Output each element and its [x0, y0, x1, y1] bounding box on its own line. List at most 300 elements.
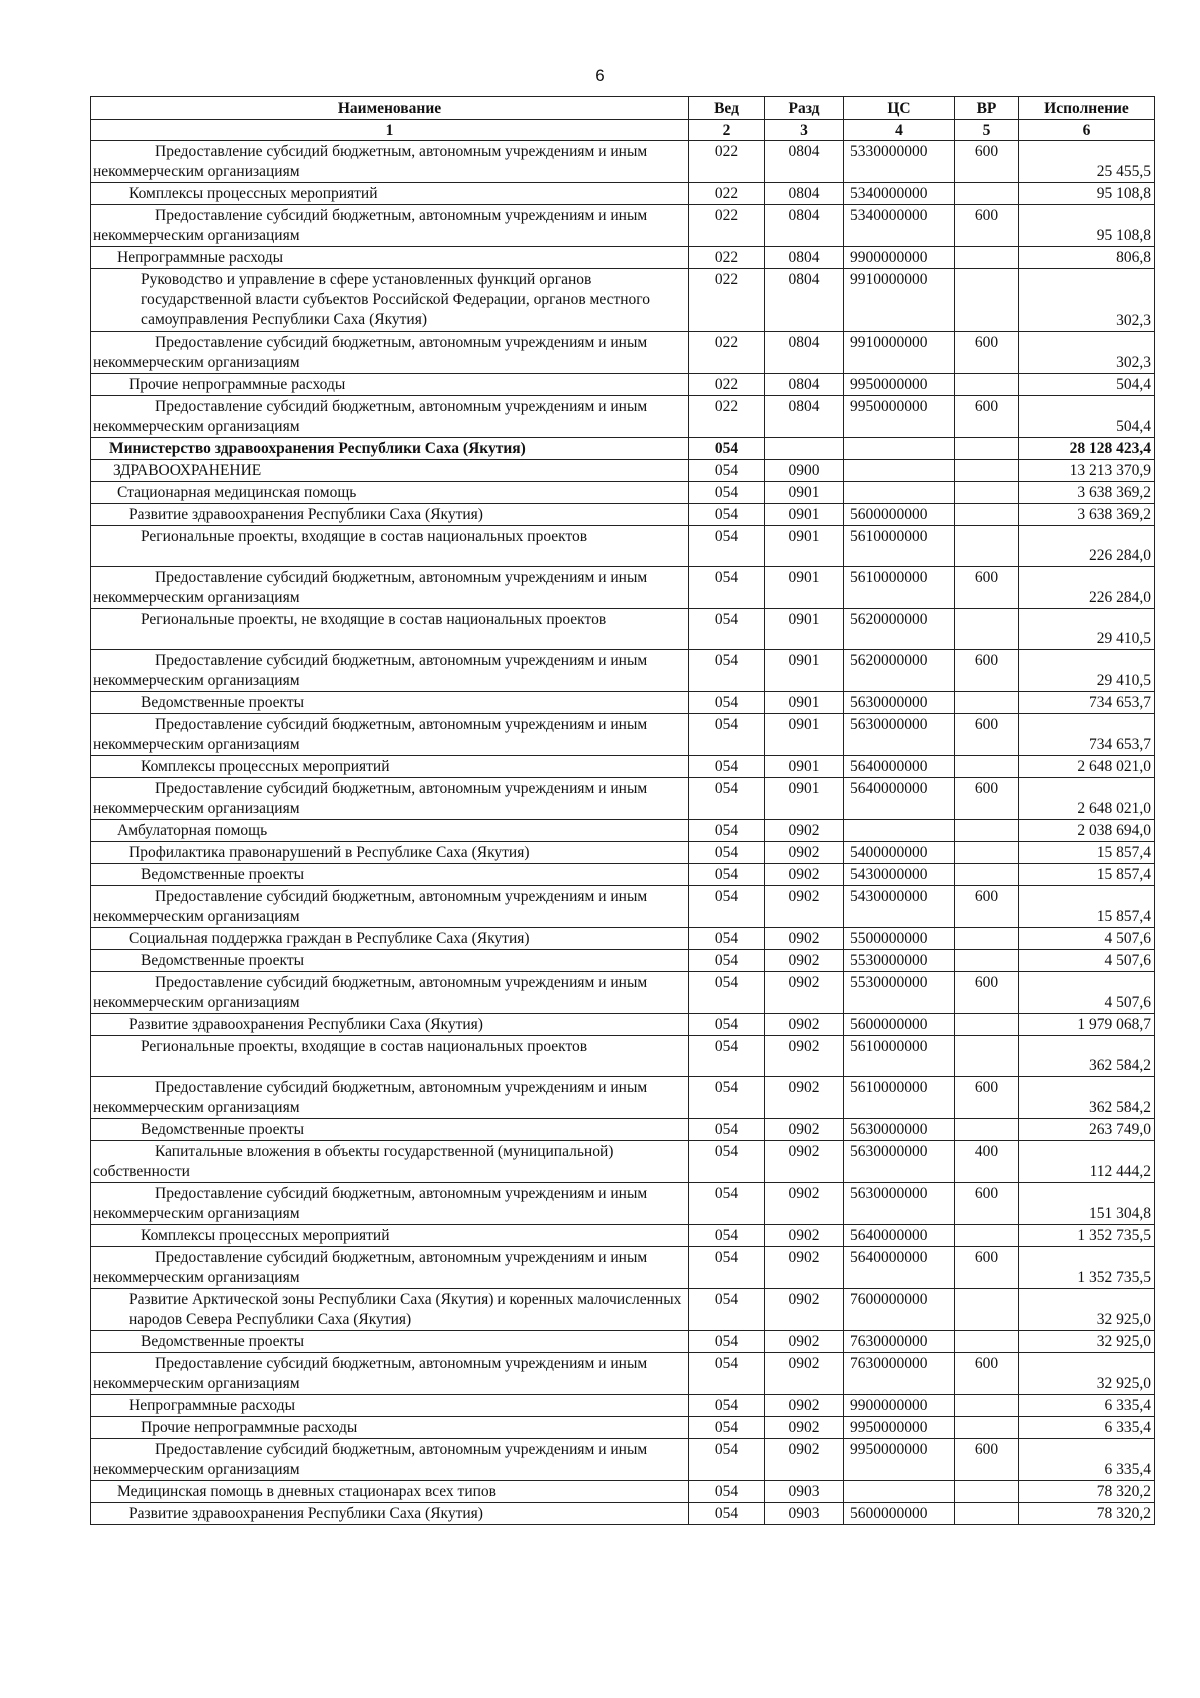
- cell-vr: 600: [955, 1439, 1019, 1481]
- cell-isp: 1 352 735,5: [1019, 1247, 1155, 1289]
- cell-vr: [955, 526, 1019, 567]
- cell-name: Непрограммные расходы: [91, 1395, 689, 1417]
- header-name: Наименование: [91, 97, 689, 120]
- cell-razd: 0901: [765, 526, 844, 567]
- cell-vr: [955, 504, 1019, 526]
- cell-cs: 5600000000: [844, 1014, 955, 1036]
- cell-ved: 022: [689, 396, 765, 438]
- cell-ved: 054: [689, 504, 765, 526]
- cell-name: Предоставление субсидий бюджетным, автономным учреждениям и иным некоммерческим организациям: [91, 567, 689, 609]
- cell-name: Предоставление субсидий бюджетным, автономным учреждениям и иным некоммерческим организациям: [91, 778, 689, 820]
- cell-ved: 022: [689, 183, 765, 205]
- cell-razd: 0901: [765, 482, 844, 504]
- cell-ved: 054: [689, 567, 765, 609]
- cell-isp: 13 213 370,9: [1019, 460, 1155, 482]
- cell-razd: 0903: [765, 1503, 844, 1525]
- table-row: [91, 692, 1155, 714]
- cell-isp: 78 320,2: [1019, 1503, 1155, 1525]
- cell-razd: 0804: [765, 183, 844, 205]
- cell-razd: 0804: [765, 374, 844, 396]
- cell-cs: 9950000000: [844, 1417, 955, 1439]
- table-row: [91, 1225, 1155, 1247]
- cell-razd: 0903: [765, 1481, 844, 1503]
- cell-vr: [955, 438, 1019, 460]
- cell-razd: 0900: [765, 460, 844, 482]
- cell-name: Региональные проекты, входящие в состав национальных проектов: [91, 1036, 689, 1077]
- cell-cs: 5640000000: [844, 756, 955, 778]
- cell-razd: 0804: [765, 269, 844, 332]
- cell-vr: [955, 482, 1019, 504]
- table-row: [91, 526, 1155, 567]
- cell-name: Предоставление субсидий бюджетным, автономным учреждениям и иным некоммерческим организациям: [91, 205, 689, 247]
- header-row: [91, 97, 1155, 120]
- cell-razd: 0902: [765, 1395, 844, 1417]
- table-row: [91, 482, 1155, 504]
- cell-ved: 054: [689, 886, 765, 928]
- cell-ved: 054: [689, 1289, 765, 1331]
- cell-cs: [844, 820, 955, 842]
- cell-razd: 0902: [765, 1225, 844, 1247]
- table-row: [91, 1014, 1155, 1036]
- cell-isp: 302,3: [1019, 332, 1155, 374]
- cell-ved: 054: [689, 1417, 765, 1439]
- table-row: [91, 1141, 1155, 1183]
- cell-ved: 054: [689, 609, 765, 650]
- cell-name: Руководство и управление в сфере установленных функций органов государственной власти субъектов Российской Федерации, органов местного самоуправления Республики Саха (Якутия): [91, 269, 689, 332]
- cell-name: Прочие непрограммные расходы: [91, 1417, 689, 1439]
- cell-cs: 5400000000: [844, 842, 955, 864]
- cell-ved: 054: [689, 526, 765, 567]
- cell-ved: 054: [689, 438, 765, 460]
- cell-razd: 0902: [765, 1353, 844, 1395]
- cell-razd: 0901: [765, 609, 844, 650]
- cell-isp: 95 108,8: [1019, 205, 1155, 247]
- cell-vr: [955, 460, 1019, 482]
- cell-ved: 022: [689, 247, 765, 269]
- cell-vr: [955, 1417, 1019, 1439]
- cell-vr: [955, 1289, 1019, 1331]
- cell-isp: 734 653,7: [1019, 714, 1155, 756]
- cell-razd: 0901: [765, 692, 844, 714]
- cell-cs: 5600000000: [844, 504, 955, 526]
- table-row: [91, 1183, 1155, 1225]
- table-row: [91, 374, 1155, 396]
- cell-ved: 054: [689, 1331, 765, 1353]
- cell-cs: 9900000000: [844, 1395, 955, 1417]
- cell-ved: 054: [689, 1077, 765, 1119]
- header-num: 4: [844, 120, 955, 141]
- cell-ved: 054: [689, 972, 765, 1014]
- header-number-row: [91, 120, 1155, 141]
- cell-isp: 3 638 369,2: [1019, 504, 1155, 526]
- cell-cs: 5630000000: [844, 1141, 955, 1183]
- cell-razd: 0902: [765, 1141, 844, 1183]
- cell-razd: 0901: [765, 650, 844, 692]
- table-row: [91, 650, 1155, 692]
- cell-ved: 054: [689, 1247, 765, 1289]
- cell-vr: [955, 864, 1019, 886]
- cell-cs: 9950000000: [844, 374, 955, 396]
- cell-isp: 2 038 694,0: [1019, 820, 1155, 842]
- cell-name: Комплексы процессных мероприятий: [91, 756, 689, 778]
- cell-name: Ведомственные проекты: [91, 692, 689, 714]
- cell-isp: 32 925,0: [1019, 1353, 1155, 1395]
- cell-cs: 5610000000: [844, 567, 955, 609]
- cell-name: Развитие Арктической зоны Республики Саха (Якутия) и коренных малочисленных народов Севера Республики Саха (Якутия): [91, 1289, 689, 1331]
- cell-ved: 022: [689, 374, 765, 396]
- cell-ved: 054: [689, 1481, 765, 1503]
- cell-vr: 400: [955, 1141, 1019, 1183]
- cell-name: Комплексы процессных мероприятий: [91, 183, 689, 205]
- cell-vr: 600: [955, 205, 1019, 247]
- cell-cs: 5640000000: [844, 1225, 955, 1247]
- cell-cs: 5500000000: [844, 928, 955, 950]
- cell-isp: 263 749,0: [1019, 1119, 1155, 1141]
- header-num: 3: [765, 120, 844, 141]
- cell-isp: 3 638 369,2: [1019, 482, 1155, 504]
- header-vr: ВР: [955, 97, 1019, 120]
- table-row: [91, 396, 1155, 438]
- cell-vr: [955, 1395, 1019, 1417]
- cell-isp: 6 335,4: [1019, 1439, 1155, 1481]
- cell-ved: 054: [689, 842, 765, 864]
- cell-isp: 4 507,6: [1019, 972, 1155, 1014]
- cell-name: Капитальные вложения в объекты государственной (муниципальной) собственности: [91, 1141, 689, 1183]
- cell-isp: 15 857,4: [1019, 842, 1155, 864]
- table-row: [91, 714, 1155, 756]
- table-row: [91, 438, 1155, 460]
- cell-isp: 226 284,0: [1019, 526, 1155, 567]
- cell-isp: 6 335,4: [1019, 1395, 1155, 1417]
- table-row: [91, 567, 1155, 609]
- cell-cs: 5610000000: [844, 526, 955, 567]
- cell-name: Предоставление субсидий бюджетным, автономным учреждениям и иным некоммерческим организациям: [91, 972, 689, 1014]
- cell-vr: [955, 692, 1019, 714]
- cell-cs: 5630000000: [844, 1119, 955, 1141]
- cell-razd: 0902: [765, 1077, 844, 1119]
- cell-vr: [955, 609, 1019, 650]
- cell-vr: 600: [955, 1077, 1019, 1119]
- cell-name: Предоставление субсидий бюджетным, автономным учреждениям и иным некоммерческим организациям: [91, 396, 689, 438]
- cell-cs: 5630000000: [844, 692, 955, 714]
- table-row: [91, 269, 1155, 332]
- cell-razd: 0901: [765, 567, 844, 609]
- table-row: [91, 778, 1155, 820]
- cell-cs: 7630000000: [844, 1331, 955, 1353]
- cell-isp: 15 857,4: [1019, 864, 1155, 886]
- cell-vr: 600: [955, 1353, 1019, 1395]
- cell-cs: 9910000000: [844, 269, 955, 332]
- cell-vr: 600: [955, 972, 1019, 1014]
- cell-isp: 2 648 021,0: [1019, 778, 1155, 820]
- cell-vr: [955, 1225, 1019, 1247]
- cell-name: Предоставление субсидий бюджетным, автономным учреждениям и иным некоммерческим организациям: [91, 332, 689, 374]
- cell-name: Прочие непрограммные расходы: [91, 374, 689, 396]
- cell-cs: [844, 438, 955, 460]
- table-row: [91, 1331, 1155, 1353]
- cell-razd: 0902: [765, 1289, 844, 1331]
- cell-razd: 0804: [765, 332, 844, 374]
- cell-cs: 5620000000: [844, 609, 955, 650]
- table-row: [91, 756, 1155, 778]
- cell-cs: 5340000000: [844, 205, 955, 247]
- cell-cs: 5430000000: [844, 864, 955, 886]
- table-row: [91, 928, 1155, 950]
- cell-name: Развитие здравоохранения Республики Саха (Якутия): [91, 504, 689, 526]
- table-row: [91, 864, 1155, 886]
- cell-ved: 054: [689, 714, 765, 756]
- table-row: [91, 141, 1155, 183]
- cell-name: Стационарная медицинская помощь: [91, 482, 689, 504]
- table-row: [91, 842, 1155, 864]
- cell-razd: 0804: [765, 141, 844, 183]
- header-isp: Исполнение: [1019, 97, 1155, 120]
- cell-cs: 5640000000: [844, 1247, 955, 1289]
- cell-vr: [955, 820, 1019, 842]
- cell-ved: 054: [689, 778, 765, 820]
- cell-razd: 0901: [765, 504, 844, 526]
- cell-name: Ведомственные проекты: [91, 1119, 689, 1141]
- cell-isp: 78 320,2: [1019, 1481, 1155, 1503]
- cell-ved: 054: [689, 1183, 765, 1225]
- cell-ved: 022: [689, 205, 765, 247]
- cell-name: Региональные проекты, входящие в состав национальных проектов: [91, 526, 689, 567]
- cell-isp: 95 108,8: [1019, 183, 1155, 205]
- cell-isp: 112 444,2: [1019, 1141, 1155, 1183]
- cell-cs: 5620000000: [844, 650, 955, 692]
- cell-razd: 0804: [765, 205, 844, 247]
- cell-name: Профилактика правонарушений в Республике Саха (Якутия): [91, 842, 689, 864]
- cell-razd: 0901: [765, 714, 844, 756]
- cell-razd: 0902: [765, 928, 844, 950]
- cell-name: Предоставление субсидий бюджетным, автономным учреждениям и иным некоммерческим организациям: [91, 650, 689, 692]
- budget-table: [90, 96, 1155, 1525]
- cell-vr: 600: [955, 886, 1019, 928]
- cell-razd: 0902: [765, 972, 844, 1014]
- cell-ved: 022: [689, 332, 765, 374]
- cell-vr: [955, 1503, 1019, 1525]
- cell-cs: 5640000000: [844, 778, 955, 820]
- cell-ved: 054: [689, 1225, 765, 1247]
- cell-ved: 054: [689, 1503, 765, 1525]
- table-row: [91, 1439, 1155, 1481]
- table-row: [91, 1289, 1155, 1331]
- cell-name: Ведомственные проекты: [91, 864, 689, 886]
- cell-razd: [765, 438, 844, 460]
- cell-vr: 600: [955, 567, 1019, 609]
- cell-cs: 5330000000: [844, 141, 955, 183]
- cell-vr: [955, 374, 1019, 396]
- cell-ved: 054: [689, 1119, 765, 1141]
- cell-cs: 9910000000: [844, 332, 955, 374]
- header-num: 1: [91, 120, 689, 141]
- cell-vr: 600: [955, 650, 1019, 692]
- cell-name: Предоставление субсидий бюджетным, автономным учреждениям и иным некоммерческим организациям: [91, 141, 689, 183]
- cell-name: Региональные проекты, не входящие в состав национальных проектов: [91, 609, 689, 650]
- cell-cs: 5340000000: [844, 183, 955, 205]
- table-row: [91, 460, 1155, 482]
- cell-name: Предоставление субсидий бюджетным, автономным учреждениям и иным некоммерческим организациям: [91, 1439, 689, 1481]
- cell-razd: 0902: [765, 1014, 844, 1036]
- cell-name: Предоставление субсидий бюджетным, автономным учреждениям и иным некоммерческим организациям: [91, 1077, 689, 1119]
- cell-ved: 054: [689, 1141, 765, 1183]
- cell-ved: 054: [689, 460, 765, 482]
- cell-name: Ведомственные проекты: [91, 950, 689, 972]
- page-number: 6: [595, 66, 605, 85]
- cell-name: Медицинская помощь в дневных стационарах всех типов: [91, 1481, 689, 1503]
- table-row: [91, 504, 1155, 526]
- cell-name: Амбулаторная помощь: [91, 820, 689, 842]
- cell-cs: 5630000000: [844, 1183, 955, 1225]
- cell-ved: 054: [689, 650, 765, 692]
- cell-isp: 302,3: [1019, 269, 1155, 332]
- cell-vr: 600: [955, 714, 1019, 756]
- cell-isp: 29 410,5: [1019, 650, 1155, 692]
- cell-vr: 600: [955, 1183, 1019, 1225]
- cell-razd: 0901: [765, 778, 844, 820]
- cell-isp: 2 648 021,0: [1019, 756, 1155, 778]
- cell-vr: 600: [955, 141, 1019, 183]
- cell-razd: 0804: [765, 247, 844, 269]
- cell-cs: 9950000000: [844, 396, 955, 438]
- cell-razd: 0902: [765, 1036, 844, 1077]
- cell-cs: 5430000000: [844, 886, 955, 928]
- cell-ved: 054: [689, 864, 765, 886]
- cell-isp: 1 979 068,7: [1019, 1014, 1155, 1036]
- cell-name: Социальная поддержка граждан в Республике Саха (Якутия): [91, 928, 689, 950]
- header-num: 6: [1019, 120, 1155, 141]
- table-row: [91, 183, 1155, 205]
- cell-cs: [844, 482, 955, 504]
- table-row: [91, 609, 1155, 650]
- cell-isp: 226 284,0: [1019, 567, 1155, 609]
- table-row: [91, 886, 1155, 928]
- header-razd: Разд: [765, 97, 844, 120]
- cell-name: Комплексы процессных мероприятий: [91, 1225, 689, 1247]
- cell-razd: 0902: [765, 886, 844, 928]
- cell-isp: 504,4: [1019, 374, 1155, 396]
- cell-name: Развитие здравоохранения Республики Саха (Якутия): [91, 1503, 689, 1525]
- cell-vr: 600: [955, 778, 1019, 820]
- table-body: [91, 141, 1155, 1525]
- cell-isp: 29 410,5: [1019, 609, 1155, 650]
- table-row: [91, 820, 1155, 842]
- cell-ved: 054: [689, 1395, 765, 1417]
- cell-ved: 054: [689, 1353, 765, 1395]
- cell-vr: [955, 928, 1019, 950]
- cell-vr: 600: [955, 396, 1019, 438]
- cell-cs: 5600000000: [844, 1503, 955, 1525]
- cell-razd: 0902: [765, 820, 844, 842]
- table-row: [91, 1503, 1155, 1525]
- cell-name: Предоставление субсидий бюджетным, автономным учреждениям и иным некоммерческим организациям: [91, 714, 689, 756]
- table-row: [91, 950, 1155, 972]
- cell-name: Ведомственные проекты: [91, 1331, 689, 1353]
- cell-isp: 362 584,2: [1019, 1077, 1155, 1119]
- cell-cs: 5630000000: [844, 714, 955, 756]
- cell-cs: [844, 460, 955, 482]
- cell-isp: 15 857,4: [1019, 886, 1155, 928]
- table-row: [91, 1481, 1155, 1503]
- cell-razd: 0902: [765, 1119, 844, 1141]
- cell-vr: [955, 1036, 1019, 1077]
- cell-ved: 054: [689, 1014, 765, 1036]
- cell-isp: 25 455,5: [1019, 141, 1155, 183]
- cell-cs: 7630000000: [844, 1353, 955, 1395]
- cell-vr: [955, 269, 1019, 332]
- table-row: [91, 1077, 1155, 1119]
- cell-vr: 600: [955, 332, 1019, 374]
- cell-ved: 054: [689, 928, 765, 950]
- cell-name: ЗДРАВООХРАНЕНИЕ: [91, 460, 689, 482]
- cell-vr: [955, 950, 1019, 972]
- header-ved: Вед: [689, 97, 765, 120]
- table-row: [91, 972, 1155, 1014]
- cell-ved: 054: [689, 482, 765, 504]
- cell-cs: 5610000000: [844, 1036, 955, 1077]
- cell-isp: 1 352 735,5: [1019, 1225, 1155, 1247]
- cell-vr: [955, 1119, 1019, 1141]
- table-row: [91, 247, 1155, 269]
- cell-name: Непрограммные расходы: [91, 247, 689, 269]
- table-row: [91, 1119, 1155, 1141]
- cell-cs: 9900000000: [844, 247, 955, 269]
- cell-razd: 0902: [765, 1247, 844, 1289]
- table-row: [91, 1353, 1155, 1395]
- table-row: [91, 1417, 1155, 1439]
- cell-cs: [844, 1481, 955, 1503]
- cell-ved: 054: [689, 1036, 765, 1077]
- table-row: [91, 1395, 1155, 1417]
- cell-isp: 504,4: [1019, 396, 1155, 438]
- header-num: 2: [689, 120, 765, 141]
- cell-name: Министерство здравоохранения Республики Саха (Якутия): [91, 438, 689, 460]
- cell-razd: 0902: [765, 864, 844, 886]
- cell-razd: 0902: [765, 1417, 844, 1439]
- cell-ved: 054: [689, 692, 765, 714]
- cell-isp: 362 584,2: [1019, 1036, 1155, 1077]
- cell-cs: 7600000000: [844, 1289, 955, 1331]
- cell-ved: 054: [689, 1439, 765, 1481]
- cell-ved: 022: [689, 141, 765, 183]
- cell-cs: 9950000000: [844, 1439, 955, 1481]
- cell-razd: 0902: [765, 950, 844, 972]
- cell-isp: 734 653,7: [1019, 692, 1155, 714]
- cell-ved: 022: [689, 269, 765, 332]
- cell-isp: 4 507,6: [1019, 928, 1155, 950]
- cell-razd: 0902: [765, 1331, 844, 1353]
- cell-cs: 5530000000: [844, 972, 955, 1014]
- cell-ved: 054: [689, 756, 765, 778]
- cell-vr: [955, 1331, 1019, 1353]
- cell-isp: 32 925,0: [1019, 1331, 1155, 1353]
- cell-vr: [955, 247, 1019, 269]
- cell-vr: [955, 842, 1019, 864]
- cell-cs: 5610000000: [844, 1077, 955, 1119]
- table-row: [91, 1036, 1155, 1077]
- cell-vr: [955, 1014, 1019, 1036]
- cell-vr: 600: [955, 1247, 1019, 1289]
- cell-ved: 054: [689, 820, 765, 842]
- cell-vr: [955, 183, 1019, 205]
- cell-vr: [955, 1481, 1019, 1503]
- cell-name: Предоставление субсидий бюджетным, автономным учреждениям и иным некоммерческим организациям: [91, 886, 689, 928]
- cell-isp: 6 335,4: [1019, 1417, 1155, 1439]
- cell-cs: 5530000000: [844, 950, 955, 972]
- cell-razd: 0804: [765, 396, 844, 438]
- cell-name: Предоставление субсидий бюджетным, автономным учреждениям и иным некоммерческим организациям: [91, 1353, 689, 1395]
- cell-ved: 054: [689, 950, 765, 972]
